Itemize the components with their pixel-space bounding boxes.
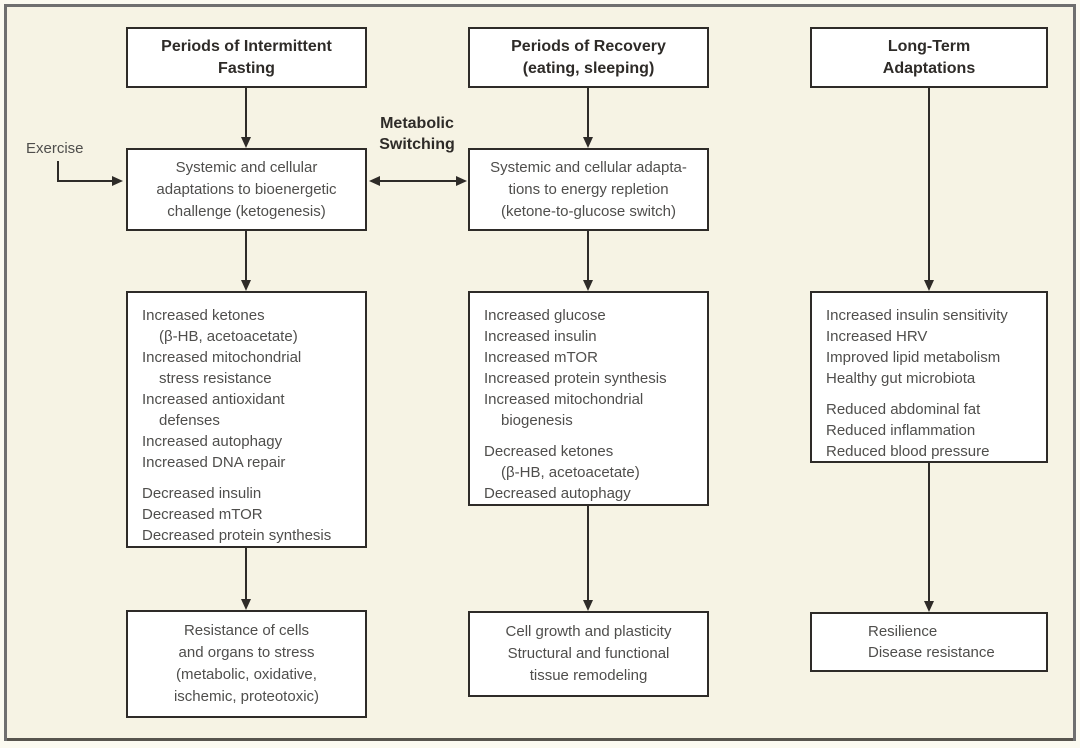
text-line: stress resistance bbox=[159, 370, 272, 387]
text-line: Decreased insulin bbox=[142, 485, 262, 502]
arrow-recovery-header-to-adaptation-head-icon bbox=[583, 137, 593, 148]
text-line: (ketone-to-glucose switch) bbox=[500, 202, 677, 220]
text-line: Metabolic bbox=[380, 115, 454, 132]
text-line: (β-HB, acetoacetate) bbox=[159, 328, 298, 345]
box-longterm-effects bbox=[810, 291, 1048, 463]
caption-strip bbox=[7, 738, 1073, 748]
text-line: Increased mitochondrial bbox=[142, 349, 302, 366]
text-line: Increased insulin bbox=[484, 328, 597, 345]
text-line: Increased protein synthesis bbox=[484, 370, 667, 387]
text-line: Decreased ketones bbox=[484, 443, 614, 460]
arrow-longterm-header-to-effects-line bbox=[928, 88, 930, 282]
arrow-fasting-effects-to-outcome-line bbox=[245, 548, 247, 601]
text-line: Reduced inflammation bbox=[826, 422, 976, 439]
text-line: Resistance of cells bbox=[183, 622, 310, 639]
metabolic-switch-arrowhead-left-icon bbox=[369, 176, 380, 186]
text-line: Increased mTOR bbox=[484, 349, 598, 366]
text-line: defenses bbox=[159, 412, 220, 429]
arrow-fasting-adaptation-to-effects-line bbox=[245, 231, 247, 282]
text-line: Increased DNA repair bbox=[142, 454, 286, 471]
box-fasting-header bbox=[126, 27, 367, 88]
metabolic-switching-label bbox=[360, 113, 474, 155]
text-line: Fasting bbox=[218, 59, 275, 77]
text-line: Increased mitochondrial bbox=[484, 391, 644, 408]
text-line: biogenesis bbox=[501, 412, 573, 429]
text-line: (β-HB, acetoacetate) bbox=[501, 464, 640, 481]
box-recovery-outcome bbox=[468, 611, 709, 697]
text-line: adaptations to bioenergetic bbox=[156, 180, 337, 198]
text-line: challenge (ketogenesis) bbox=[167, 202, 326, 220]
text-line: Long-Term bbox=[887, 37, 971, 55]
text-line: Structural and functional bbox=[507, 645, 670, 662]
arrow-recovery-effects-to-outcome-line bbox=[587, 506, 589, 602]
text-line: Increased ketones bbox=[142, 307, 265, 324]
text-line: Periods of Recovery bbox=[511, 37, 666, 55]
arrow-longterm-header-to-effects-head-icon bbox=[924, 280, 934, 291]
text-line: Reduced blood pressure bbox=[826, 443, 990, 460]
arrow-recovery-effects-to-outcome-head-icon bbox=[583, 600, 593, 611]
exercise-label: Exercise bbox=[26, 140, 84, 157]
text-line: Resilience bbox=[868, 623, 938, 640]
text-line: Systemic and cellular adapta- bbox=[490, 158, 687, 176]
box-fasting-adaptation bbox=[126, 148, 367, 231]
text-line: Adaptations bbox=[882, 59, 976, 77]
box-longterm-header bbox=[810, 27, 1048, 88]
arrow-recovery-header-to-adaptation-line bbox=[587, 88, 589, 139]
box-recovery-header bbox=[468, 27, 709, 88]
box-recovery-effects bbox=[468, 291, 709, 506]
text-line: Increased insulin sensitivity bbox=[826, 307, 1008, 324]
arrow-fasting-adaptation-to-effects-head-icon bbox=[241, 280, 251, 291]
arrow-recovery-adaptation-to-effects-head-icon bbox=[583, 280, 593, 291]
arrow-longterm-effects-to-outcome-head-icon bbox=[924, 601, 934, 612]
exercise-connector-line bbox=[57, 161, 115, 182]
text-line: tissue remodeling bbox=[529, 667, 648, 684]
arrow-fasting-effects-to-outcome-head-icon bbox=[241, 599, 251, 610]
text-line: Reduced abdominal fat bbox=[826, 401, 981, 418]
box-fasting-effects bbox=[126, 291, 367, 548]
metabolic-switch-arrowhead-right-icon bbox=[456, 176, 467, 186]
text-line: Decreased mTOR bbox=[142, 506, 263, 523]
text-line: Increased glucose bbox=[484, 307, 606, 324]
metabolic-switch-arrow-line bbox=[379, 180, 457, 182]
text-line: Healthy gut microbiota bbox=[826, 370, 976, 387]
text-line: Improved lipid metabolism bbox=[826, 349, 1001, 366]
arrow-longterm-effects-to-outcome-line bbox=[928, 463, 930, 603]
box-recovery-adaptation bbox=[468, 148, 709, 231]
text-line: Switching bbox=[379, 136, 455, 153]
box-longterm-outcome bbox=[810, 612, 1048, 672]
text-line: (metabolic, oxidative, bbox=[176, 666, 317, 683]
text-line: (eating, sleeping) bbox=[522, 59, 655, 77]
text-line: Increased antioxidant bbox=[142, 391, 285, 408]
box-fasting-outcome bbox=[126, 610, 367, 718]
arrow-recovery-adaptation-to-effects-line bbox=[587, 231, 589, 282]
text-line: and organs to stress bbox=[178, 644, 315, 661]
text-line: Periods of Intermittent bbox=[161, 37, 332, 55]
text-line: Systemic and cellular bbox=[175, 158, 318, 176]
text-line: Decreased autophagy bbox=[484, 485, 631, 502]
text-line: Cell growth and plasticity bbox=[505, 623, 672, 640]
arrow-fasting-header-to-adaptation-line bbox=[245, 88, 247, 139]
text-line: Increased autophagy bbox=[142, 433, 283, 450]
arrow-fasting-header-to-adaptation-head-icon bbox=[241, 137, 251, 148]
text-line: Decreased protein synthesis bbox=[142, 527, 332, 544]
text-line: ischemic, proteotoxic) bbox=[173, 688, 320, 705]
text-line: Increased HRV bbox=[826, 328, 928, 345]
exercise-arrowhead-icon bbox=[112, 176, 123, 186]
text-line: tions to energy repletion bbox=[508, 180, 669, 198]
text-line: Disease resistance bbox=[868, 644, 995, 661]
